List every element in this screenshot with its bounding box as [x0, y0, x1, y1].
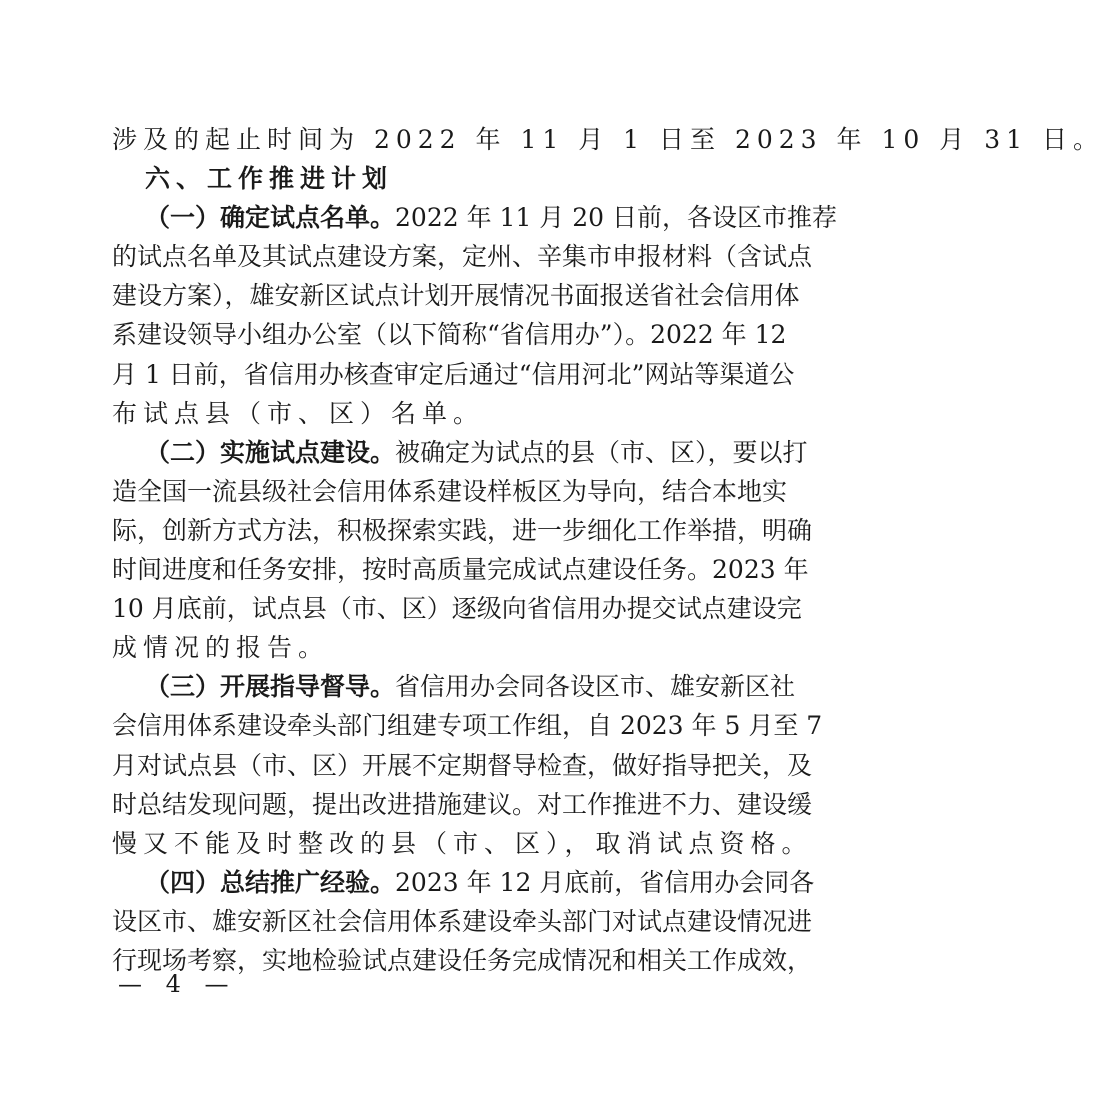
line-text: 的试点名单及其试点建设方案，定州、辛集市申报材料（含试点 [112, 242, 813, 272]
line-text: 10 月底前，试点县（市、区）逐级向省信用办提交试点建设完 [112, 594, 802, 624]
text-line [112, 667, 796, 706]
line-text: 省信用办会同各设区市、雄安新区社 [395, 672, 796, 702]
paragraph [112, 198, 837, 433]
paragraph-lead: （一）确定试点名单。 [145, 203, 396, 233]
text-line [112, 276, 800, 315]
page-number: — 4 — [118, 970, 237, 998]
paragraph-lead: （四）总结推广经验。 [145, 867, 396, 897]
document-body [112, 120, 1104, 980]
text-line [112, 315, 787, 354]
line-text: 2023 年 12 月底前，省信用办会同各 [395, 867, 815, 897]
text-line [112, 394, 690, 433]
text-line [112, 550, 809, 589]
line-text: 系建设领导小组办公室（以下简称“省信用办”）。2022 年 12 [112, 320, 787, 350]
text-line [112, 589, 802, 628]
line-text: 涉及的起止时间为 2022 年 11 月 1 日至 2023 年 10 月 31 日。 [112, 125, 1104, 154]
text-line [112, 824, 813, 863]
line-text: 造全国一流县级社会信用体系建设样板区为导向，结合本地实 [112, 476, 788, 506]
paragraph-lead: （三）开展指导督导。 [145, 672, 396, 702]
paragraph [112, 667, 823, 862]
text-line [112, 120, 1104, 159]
line-text: 2022 年 11 月 20 日前，各设区市推荐 [395, 203, 837, 233]
text-line [112, 706, 823, 745]
text-line [112, 902, 813, 941]
line-text: 时间进度和任务安排，按时高质量完成试点建设任务。2023 年 [112, 555, 809, 585]
text-line [112, 355, 795, 394]
section-heading [112, 159, 690, 198]
line-text: 设区市、雄安新区社会信用体系建设牵头部门对试点建设情况进 [112, 906, 813, 936]
line-text: 行现场考察，实地检验试点建设任务完成情况和相关工作成效， [112, 945, 813, 975]
text-line [112, 511, 813, 550]
text-line [112, 628, 690, 667]
line-text: 建设方案），雄安新区试点计划开展情况书面报送省社会信用体 [112, 281, 800, 311]
paragraph [112, 120, 1104, 159]
text-line [112, 159, 690, 198]
line-text: 月对试点县（市、区）开展不定期督导检查，做好指导把关，及 [112, 750, 813, 780]
line-text: 月 1 日前，省信用办核查审定后通过“信用河北”网站等渠道公 [112, 359, 795, 389]
paragraph [112, 863, 815, 980]
text-line [112, 433, 808, 472]
text-line [112, 472, 788, 511]
text-line [112, 785, 813, 824]
text-line [112, 237, 813, 276]
paragraph-lead: （二）实施试点建设。 [145, 437, 396, 467]
text-line [112, 863, 815, 902]
paragraph [112, 433, 813, 668]
heading-text: 六、工作推进计划 [145, 164, 394, 194]
line-text: 会信用体系建设牵头部门组建专项工作组，自 2023 年 5 月至 7 [112, 711, 823, 741]
text-line [112, 746, 813, 785]
line-text: 被确定为试点的县（市、区），要以打 [395, 437, 808, 467]
text-line [112, 198, 837, 237]
line-text: 成情况的报告。 [112, 633, 330, 663]
line-text: 布试点县（市、区）名单。 [112, 398, 485, 428]
line-text: 时总结发现问题，提出改进措施建议。对工作推进不力、建设缓 [112, 789, 813, 819]
line-text: 际，创新方式方法，积极探索实践，进一步细化工作举措，明确 [112, 515, 813, 545]
line-text: 慢又不能及时整改的县（市、区），取消试点资格。 [112, 828, 813, 858]
